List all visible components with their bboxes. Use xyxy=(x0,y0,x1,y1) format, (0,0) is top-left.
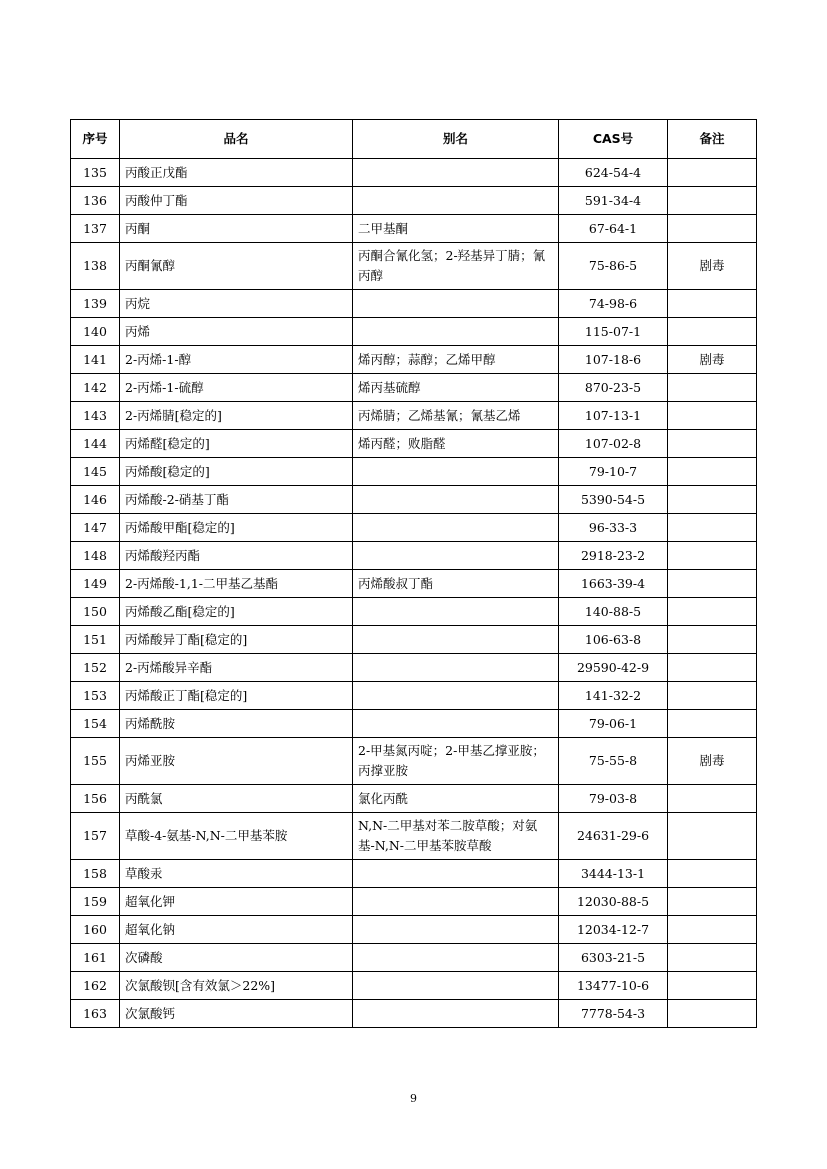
table-row xyxy=(71,215,757,243)
cell-cas-number: 75-55-8 xyxy=(559,738,668,785)
cell-remarks xyxy=(668,785,757,813)
cell-product-name: 次磷酸 xyxy=(120,944,353,972)
cell-product-name: 丙酸仲丁酯 xyxy=(120,187,353,215)
cell-product-name: 次氯酸钡[含有效氯＞22%] xyxy=(120,972,353,1000)
table-row xyxy=(71,888,757,916)
cell-cas-number: 106-63-8 xyxy=(559,626,668,654)
cell-remarks xyxy=(668,430,757,458)
cell-remarks xyxy=(668,318,757,346)
cell-remarks xyxy=(668,458,757,486)
cell-serial-number: 136 xyxy=(71,187,120,215)
cell-cas-number: 6303-21-5 xyxy=(559,944,668,972)
cell-remarks xyxy=(668,290,757,318)
cell-cas-number: 5390-54-5 xyxy=(559,486,668,514)
cell-cas-number: 115-07-1 xyxy=(559,318,668,346)
cell-serial-number: 141 xyxy=(71,346,120,374)
cell-product-name: 丙烷 xyxy=(120,290,353,318)
cell-cas-number: 96-33-3 xyxy=(559,514,668,542)
table-row xyxy=(71,290,757,318)
cell-remarks xyxy=(668,514,757,542)
table-row xyxy=(71,860,757,888)
page-number: 9 xyxy=(410,1092,417,1105)
cell-cas-number: 107-13-1 xyxy=(559,402,668,430)
cell-cas-number: 13477-10-6 xyxy=(559,972,668,1000)
table-row xyxy=(71,598,757,626)
cell-serial-number: 153 xyxy=(71,682,120,710)
header-remarks: 备注 xyxy=(668,120,757,159)
table-row xyxy=(71,514,757,542)
cell-product-name: 丙烯酸-2-硝基丁酯 xyxy=(120,486,353,514)
cell-alias xyxy=(353,682,559,710)
cell-cas-number: 7778-54-3 xyxy=(559,1000,668,1028)
header-alias: 别名 xyxy=(353,120,559,159)
cell-product-name: 丙烯酰胺 xyxy=(120,710,353,738)
cell-product-name: 丙酮氰醇 xyxy=(120,243,353,290)
cell-cas-number: 140-88-5 xyxy=(559,598,668,626)
cell-remarks xyxy=(668,187,757,215)
table-body xyxy=(71,159,757,1028)
cell-alias xyxy=(353,916,559,944)
cell-cas-number: 2918-23-2 xyxy=(559,542,668,570)
header-serial-number: 序号 xyxy=(71,120,120,159)
cell-alias: 烯丙醛；败脂醛 xyxy=(353,430,559,458)
cell-alias: 2-甲基氮丙啶；2-甲基乙撑亚胺；丙撑亚胺 xyxy=(353,738,559,785)
cell-product-name: 2-丙烯腈[稳定的] xyxy=(120,402,353,430)
header-cas-number: CAS号 xyxy=(559,120,668,159)
table-row xyxy=(71,916,757,944)
cell-alias xyxy=(353,654,559,682)
cell-alias xyxy=(353,514,559,542)
cell-serial-number: 146 xyxy=(71,486,120,514)
cell-serial-number: 152 xyxy=(71,654,120,682)
table-row xyxy=(71,570,757,598)
table-row xyxy=(71,430,757,458)
cell-cas-number: 24631-29-6 xyxy=(559,813,668,860)
cell-remarks xyxy=(668,813,757,860)
cell-alias: 氯化丙酰 xyxy=(353,785,559,813)
cell-cas-number: 79-03-8 xyxy=(559,785,668,813)
cell-product-name: 2-丙烯-1-醇 xyxy=(120,346,353,374)
cell-product-name: 次氯酸钙 xyxy=(120,1000,353,1028)
cell-alias xyxy=(353,318,559,346)
table-row xyxy=(71,374,757,402)
cell-product-name: 丙酸正戊酯 xyxy=(120,159,353,187)
table-row xyxy=(71,944,757,972)
cell-cas-number: 29590-42-9 xyxy=(559,654,668,682)
cell-product-name: 丙烯酸异丁酯[稳定的] xyxy=(120,626,353,654)
cell-serial-number: 158 xyxy=(71,860,120,888)
cell-serial-number: 147 xyxy=(71,514,120,542)
table-row xyxy=(71,738,757,785)
table-row xyxy=(71,243,757,290)
cell-cas-number: 1663-39-4 xyxy=(559,570,668,598)
cell-alias xyxy=(353,626,559,654)
cell-product-name: 丙烯酸正丁酯[稳定的] xyxy=(120,682,353,710)
table-row xyxy=(71,187,757,215)
cell-serial-number: 144 xyxy=(71,430,120,458)
cell-alias xyxy=(353,486,559,514)
cell-remarks xyxy=(668,860,757,888)
table-row xyxy=(71,972,757,1000)
table-row xyxy=(71,1000,757,1028)
cell-remarks: 剧毒 xyxy=(668,738,757,785)
cell-alias xyxy=(353,710,559,738)
cell-product-name: 超氧化钠 xyxy=(120,916,353,944)
cell-product-name: 2-丙烯酸异辛酯 xyxy=(120,654,353,682)
cell-product-name: 草酸-4-氨基-N,N-二甲基苯胺 xyxy=(120,813,353,860)
cell-product-name: 丙烯酸乙酯[稳定的] xyxy=(120,598,353,626)
cell-remarks xyxy=(668,1000,757,1028)
cell-cas-number: 74-98-6 xyxy=(559,290,668,318)
cell-product-name: 2-丙烯酸-1,1-二甲基乙基酯 xyxy=(120,570,353,598)
cell-cas-number: 12034-12-7 xyxy=(559,916,668,944)
table-row xyxy=(71,458,757,486)
cell-remarks: 剧毒 xyxy=(668,346,757,374)
cell-remarks xyxy=(668,374,757,402)
cell-product-name: 丙酰氯 xyxy=(120,785,353,813)
table-row xyxy=(71,346,757,374)
cell-alias: 烯丙基硫醇 xyxy=(353,374,559,402)
cell-serial-number: 160 xyxy=(71,916,120,944)
cell-remarks xyxy=(668,215,757,243)
table-row xyxy=(71,318,757,346)
cell-serial-number: 163 xyxy=(71,1000,120,1028)
table-row xyxy=(71,654,757,682)
cell-serial-number: 161 xyxy=(71,944,120,972)
table-row xyxy=(71,486,757,514)
cell-alias xyxy=(353,542,559,570)
cell-serial-number: 154 xyxy=(71,710,120,738)
cell-remarks xyxy=(668,486,757,514)
cell-alias: 二甲基酮 xyxy=(353,215,559,243)
cell-remarks xyxy=(668,972,757,1000)
table-row xyxy=(71,813,757,860)
cell-alias xyxy=(353,159,559,187)
cell-remarks xyxy=(668,710,757,738)
header-product-name: 品名 xyxy=(120,120,353,159)
cell-alias xyxy=(353,860,559,888)
cell-cas-number: 107-02-8 xyxy=(559,430,668,458)
cell-product-name: 丙烯 xyxy=(120,318,353,346)
cell-cas-number: 67-64-1 xyxy=(559,215,668,243)
cell-serial-number: 137 xyxy=(71,215,120,243)
cell-cas-number: 79-10-7 xyxy=(559,458,668,486)
cell-cas-number: 3444-13-1 xyxy=(559,860,668,888)
cell-alias: 烯丙醇；蒜醇；乙烯甲醇 xyxy=(353,346,559,374)
cell-product-name: 草酸汞 xyxy=(120,860,353,888)
chemicals-table xyxy=(70,119,757,1028)
table-row xyxy=(71,542,757,570)
cell-alias xyxy=(353,972,559,1000)
cell-serial-number: 149 xyxy=(71,570,120,598)
cell-serial-number: 162 xyxy=(71,972,120,1000)
cell-serial-number: 156 xyxy=(71,785,120,813)
cell-remarks xyxy=(668,598,757,626)
cell-alias xyxy=(353,290,559,318)
cell-serial-number: 135 xyxy=(71,159,120,187)
cell-alias: 丙烯腈；乙烯基氰；氰基乙烯 xyxy=(353,402,559,430)
cell-product-name: 丙烯酸[稳定的] xyxy=(120,458,353,486)
cell-alias xyxy=(353,1000,559,1028)
cell-remarks xyxy=(668,944,757,972)
cell-alias: 丙烯酸叔丁酯 xyxy=(353,570,559,598)
table-row xyxy=(71,626,757,654)
cell-remarks xyxy=(668,542,757,570)
cell-cas-number: 12030-88-5 xyxy=(559,888,668,916)
cell-serial-number: 157 xyxy=(71,813,120,860)
cell-product-name: 丙烯醛[稳定的] xyxy=(120,430,353,458)
cell-remarks xyxy=(668,888,757,916)
table-row xyxy=(71,785,757,813)
cell-product-name: 超氧化钾 xyxy=(120,888,353,916)
cell-product-name: 2-丙烯-1-硫醇 xyxy=(120,374,353,402)
cell-product-name: 丙烯亚胺 xyxy=(120,738,353,785)
cell-serial-number: 140 xyxy=(71,318,120,346)
cell-serial-number: 155 xyxy=(71,738,120,785)
cell-serial-number: 150 xyxy=(71,598,120,626)
table-row xyxy=(71,710,757,738)
cell-serial-number: 139 xyxy=(71,290,120,318)
cell-remarks xyxy=(668,626,757,654)
cell-cas-number: 591-34-4 xyxy=(559,187,668,215)
cell-remarks xyxy=(668,682,757,710)
cell-alias xyxy=(353,187,559,215)
cell-serial-number: 143 xyxy=(71,402,120,430)
cell-product-name: 丙烯酸甲酯[稳定的] xyxy=(120,514,353,542)
table-row xyxy=(71,682,757,710)
cell-remarks xyxy=(668,654,757,682)
cell-alias: N,N-二甲基对苯二胺草酸；对氨基-N,N-二甲基苯胺草酸 xyxy=(353,813,559,860)
cell-serial-number: 148 xyxy=(71,542,120,570)
cell-remarks: 剧毒 xyxy=(668,243,757,290)
cell-serial-number: 151 xyxy=(71,626,120,654)
cell-serial-number: 142 xyxy=(71,374,120,402)
cell-product-name: 丙烯酸羟丙酯 xyxy=(120,542,353,570)
cell-alias xyxy=(353,458,559,486)
cell-alias xyxy=(353,598,559,626)
cell-alias xyxy=(353,944,559,972)
table-header-row xyxy=(71,120,757,159)
cell-cas-number: 75-86-5 xyxy=(559,243,668,290)
cell-cas-number: 79-06-1 xyxy=(559,710,668,738)
table-row xyxy=(71,402,757,430)
cell-remarks xyxy=(668,916,757,944)
cell-cas-number: 624-54-4 xyxy=(559,159,668,187)
cell-cas-number: 870-23-5 xyxy=(559,374,668,402)
cell-cas-number: 141-32-2 xyxy=(559,682,668,710)
table-row xyxy=(71,159,757,187)
cell-product-name: 丙酮 xyxy=(120,215,353,243)
cell-alias xyxy=(353,888,559,916)
cell-remarks xyxy=(668,402,757,430)
cell-remarks xyxy=(668,159,757,187)
cell-serial-number: 159 xyxy=(71,888,120,916)
cell-serial-number: 138 xyxy=(71,243,120,290)
cell-cas-number: 107-18-6 xyxy=(559,346,668,374)
cell-alias: 丙酮合氰化氢；2-羟基异丁腈；氰丙醇 xyxy=(353,243,559,290)
cell-remarks xyxy=(668,570,757,598)
cell-serial-number: 145 xyxy=(71,458,120,486)
